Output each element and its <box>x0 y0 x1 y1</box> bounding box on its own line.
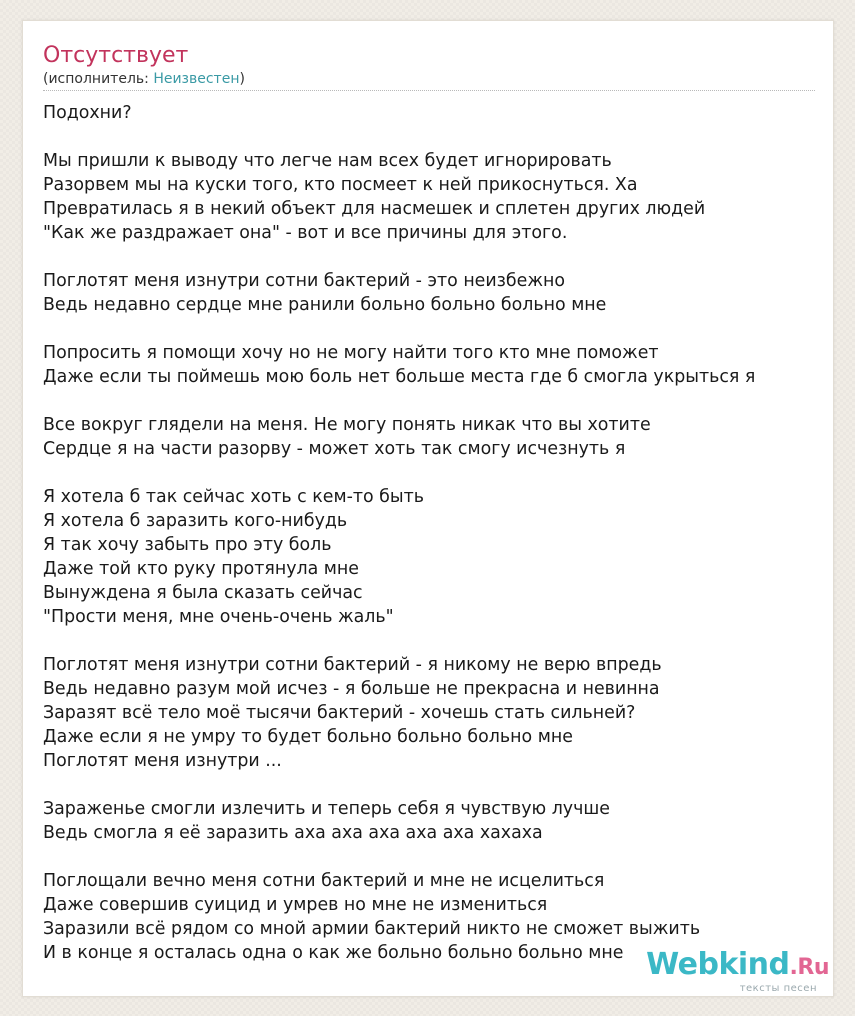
lyric-line: Я хотела б заразить кого-нибудь <box>43 511 348 531</box>
lyric-line: Ведь недавно разум мой исчез - я больше не прекрасна и невинна <box>43 679 660 699</box>
stanza-gap <box>43 125 834 149</box>
lyric-line: "Как же раздражает она" - вот и все причины для этого. <box>43 223 568 243</box>
lyric-line: Даже совершив суицид и умрев но мне не измениться <box>43 895 548 915</box>
lyric-line: "Прости меня, мне очень-очень жаль" <box>43 607 394 627</box>
lyric-line: Мы пришли к выводу что легче нам всех будет игнорировать <box>43 151 612 171</box>
lyric-line: Даже если ты поймешь мою боль нет больше места где б смогла укрыться я <box>43 367 756 387</box>
logo-domain: .Ru <box>789 955 829 980</box>
lyric-line: Зараженье смогли излечить и теперь себя я чувствую лучше <box>43 799 610 819</box>
lyric-line: Поглотят меня изнутри сотни бактерий - я никому не верю впредь <box>43 655 662 675</box>
lyric-line: Даже если я не умру то будет больно больно больно мне <box>43 727 573 747</box>
stanza-gap <box>43 845 834 869</box>
lyric-line: Превратилась я в некий объект для насмешек и сплетен других людей <box>43 199 706 219</box>
lyric-line: Заразят всё тело моё тысячи бактерий - хочешь стать сильней? <box>43 703 636 723</box>
stanza-gap <box>43 773 834 797</box>
song-title: Отсутствует <box>43 43 189 68</box>
artist-suffix: ) <box>239 71 245 87</box>
lyric-line: Попросить я помощи хочу но не могу найти того кто мне поможет <box>43 343 659 363</box>
lyric-line: Заразили всё рядом со мной армии бактерий никто не сможет выжить <box>43 919 701 939</box>
lyric-line: И в конце я осталась одна о как же больно больно больно мне <box>43 943 624 963</box>
lyric-line: Разорвем мы на куски того, кто посмеет к ней прикоснуться. Ха <box>43 175 638 195</box>
lyric-line: Поглощали вечно меня сотни бактерий и мне не исцелиться <box>43 871 605 891</box>
lyric-line: Даже той кто руку протянула мне <box>43 559 359 579</box>
stanza-gap <box>43 389 834 413</box>
artist-link[interactable]: Неизвестен <box>153 71 240 87</box>
lyrics-text <box>43 101 834 965</box>
lyric-line: Все вокруг глядели на меня. Не могу понять никак что вы хотите <box>43 415 651 435</box>
title-divider <box>43 90 815 91</box>
logo-wordmark: Webkind <box>646 947 790 982</box>
site-logo[interactable] <box>646 947 829 994</box>
stanza-gap <box>43 629 834 653</box>
lyric-line: Поглотят меня изнутри сотни бактерий - это неизбежно <box>43 271 566 291</box>
lyric-line: Вынуждена я была сказать сейчас <box>43 583 363 603</box>
lyrics-card <box>22 20 834 997</box>
stanza-gap <box>43 245 834 269</box>
lyric-line: Я так хочу забыть про эту боль <box>43 535 332 555</box>
lyric-line: Я хотела б так сейчас хоть с кем-то быть <box>43 487 424 507</box>
lyric-line: Ведь смогла я её заразить аха аха аха аха аха хахаха <box>43 823 543 843</box>
lyric-line: Ведь недавно сердце мне ранили больно больно больно мне <box>43 295 607 315</box>
lyric-line: Поглотят меня изнутри ... <box>43 751 282 771</box>
lyric-line: Сердце я на части разорву - может хоть так смогу исчезнуть я <box>43 439 626 459</box>
artist-prefix: (исполнитель: <box>43 71 154 87</box>
logo-subtitle: тексты песен <box>739 983 817 994</box>
stanza-gap <box>43 317 834 341</box>
lyric-line: Подохни? <box>43 103 132 123</box>
artist-line <box>43 70 245 88</box>
stanza-gap <box>43 461 834 485</box>
